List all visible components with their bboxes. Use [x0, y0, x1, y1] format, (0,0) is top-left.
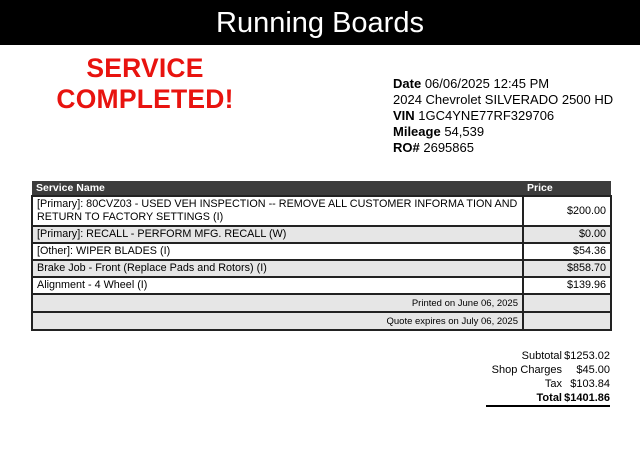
- service-price: $200.00: [523, 196, 611, 226]
- printed-date: Printed on June 06, 2025: [32, 294, 523, 312]
- tax-value: $103.84: [570, 378, 610, 390]
- service-name: [Primary]: 80CVZ03 - USED VEH INSPECTION -- REMOVE ALL CUSTOMER INFORMA TION AND RETURN TO FACTORY SETTINGS (I): [32, 196, 523, 226]
- shop-charges-label: Shop Charges: [491, 364, 562, 376]
- vin-row: [393, 108, 613, 124]
- mileage-row: [393, 124, 613, 140]
- subtotal-label: Subtotal: [521, 350, 562, 362]
- vin-value: 1GC4YNE77RF329706: [418, 108, 555, 123]
- banner-title: Running Boards: [0, 0, 640, 45]
- status-line-2: COMPLETED!: [56, 84, 234, 114]
- subtotal-value: $1253.02: [564, 350, 610, 362]
- ro-row: [393, 140, 613, 156]
- service-name: [Primary]: RECALL - PERFORM MFG. RECALL (W): [32, 226, 523, 243]
- service-name: Brake Job - Front (Replace Pads and Rotors) (I): [32, 260, 523, 277]
- total-value: $1401.86: [564, 392, 610, 404]
- mileage-label: Mileage: [393, 124, 441, 139]
- service-status: [30, 53, 260, 115]
- printed-row: [32, 294, 611, 312]
- total-label: Total: [536, 392, 562, 404]
- date-value: 06/06/2025 12:45 PM: [424, 76, 550, 91]
- quote-expiry: Quote expires on July 06, 2025: [32, 312, 523, 330]
- expires-blank: [523, 312, 611, 330]
- service-price: $858.70: [523, 260, 611, 277]
- table-row: [32, 196, 611, 226]
- vin-label: VIN: [393, 108, 415, 123]
- service-price: $0.00: [523, 226, 611, 243]
- service-price: $54.36: [523, 243, 611, 260]
- service-table: [31, 181, 612, 331]
- mileage-value: 54,539: [444, 124, 485, 139]
- printed-blank: [523, 294, 611, 312]
- shop-charges-value: $45.00: [576, 364, 610, 376]
- vehicle-info: [393, 76, 613, 156]
- date-label: Date: [393, 76, 422, 91]
- table-header: [32, 181, 611, 196]
- service-price: $139.96: [523, 277, 611, 294]
- service-name: [Other]: WIPER BLADES (I): [32, 243, 523, 260]
- table-row: [32, 260, 611, 277]
- expires-row: [32, 312, 611, 330]
- ro-value: 2695865: [423, 140, 474, 155]
- service-name: Alignment - 4 Wheel (I): [32, 277, 523, 294]
- ro-label: RO#: [393, 140, 420, 155]
- price-header: Price: [523, 181, 611, 196]
- status-line-1: SERVICE: [86, 53, 204, 83]
- shop-charges-row: [470, 363, 610, 377]
- tax-row: [470, 377, 610, 391]
- totals-block: [470, 349, 610, 407]
- date-row: [393, 76, 613, 92]
- subtotal-row: [470, 349, 610, 363]
- table-row: [32, 226, 611, 243]
- total-row: [486, 391, 610, 407]
- tax-label: Tax: [544, 378, 562, 390]
- vehicle-model: 2024 Chevrolet SILVERADO 2500 HD: [393, 92, 614, 107]
- service-name-header: Service Name: [32, 181, 523, 196]
- table-row: [32, 243, 611, 260]
- table-row: [32, 277, 611, 294]
